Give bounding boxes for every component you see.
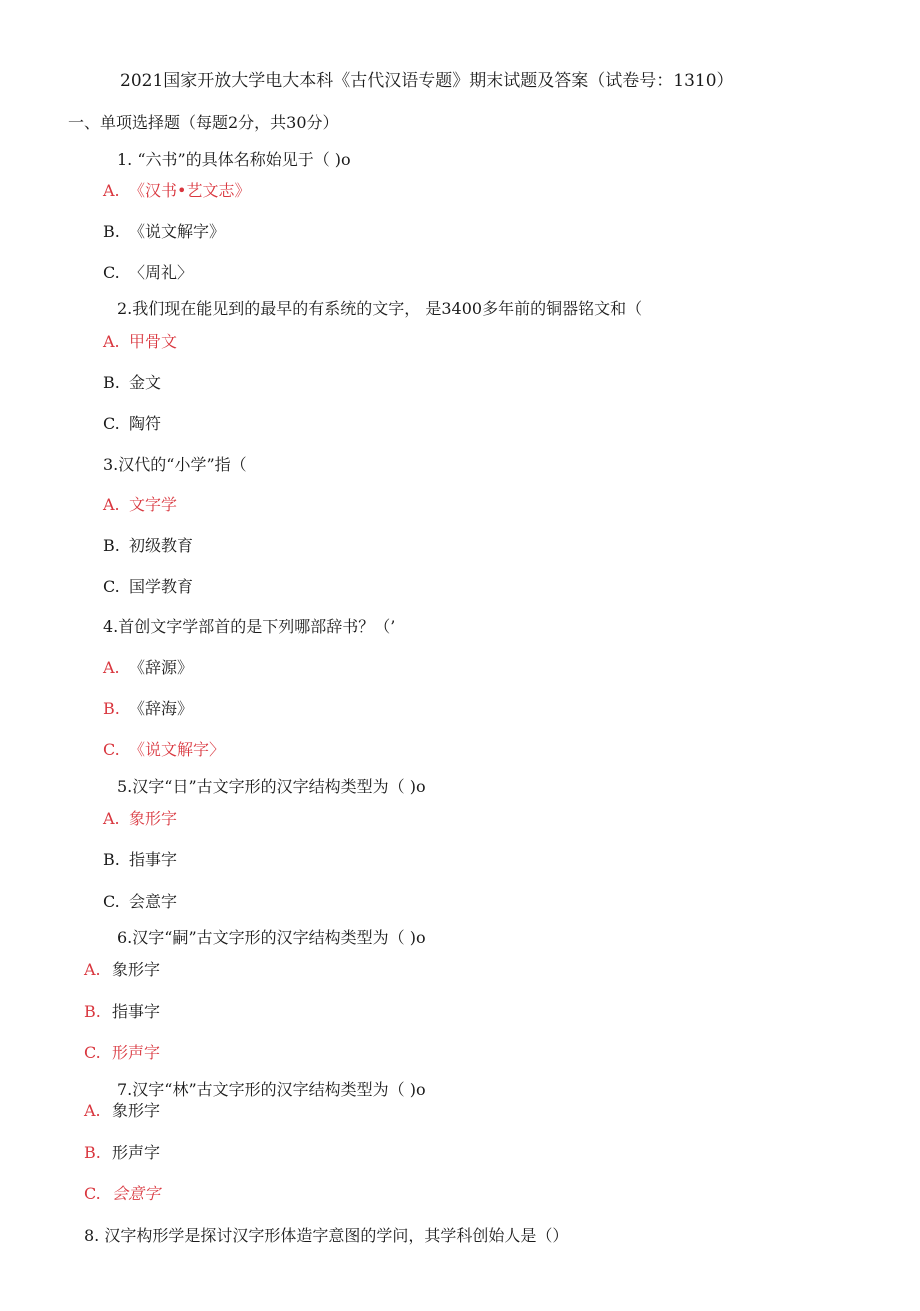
option-letter: A. [84,960,101,979]
question-1-option-c [103,263,193,283]
option-letter: B. [103,222,120,241]
question-7-option-a [84,1101,160,1121]
question-5-option-c [103,892,177,912]
option-text: 〈周礼〉 [129,263,194,282]
question-7-option-b [84,1143,160,1163]
question-2-option-a [103,332,177,352]
option-letter: C. [103,414,120,433]
question-2-option-b [103,373,161,393]
option-text: 金文 [129,373,162,392]
option-text: 会意字 [129,892,178,911]
option-text: 国学教育 [129,577,194,596]
section-heading: 一、单项选择题（每题2分，共30分） [68,113,339,132]
option-text: 《说文解字〉 [129,740,226,759]
option-text: 陶符 [129,414,162,433]
option-text: 象形字 [112,1101,161,1120]
option-letter: B. [84,1002,101,1021]
option-text: 会意字 [112,1184,161,1203]
option-text: 象形字 [129,809,178,828]
option-letter: C. [84,1184,101,1203]
option-text: 文字学 [129,495,178,514]
question-2-stem: 2.我们现在能见到的最早的有系统的文字， 是3400多年前的铜器铭文和（ [117,299,643,318]
question-7-option-c [84,1184,160,1204]
question-4-option-c [103,740,225,760]
question-3-option-b [103,536,193,556]
option-letter: B. [103,373,120,392]
question-4-option-b [103,699,193,719]
option-text: 《辞海》 [129,699,194,718]
question-4-stem: 4.首创文字学部首的是下列哪部辞书？（’ [103,617,396,636]
option-letter: C. [103,263,120,282]
option-text: 形声字 [112,1143,161,1162]
question-6-option-c [84,1043,160,1063]
option-text: 甲骨文 [129,332,178,351]
question-6-stem: 6.汉字“嗣”古文字形的汉字结构类型为（ )o [117,928,426,947]
option-letter: B. [84,1143,101,1162]
question-3-option-c [103,577,193,597]
question-6-option-b [84,1002,160,1022]
question-8-stem: 8. 汉字构形学是探讨汉字形体造字意图的学问，其学科创始人是（） [84,1226,569,1245]
option-text: 初级教育 [129,536,194,555]
question-5-option-a [103,809,177,829]
question-1-stem: 1. “六书”的具体名称始见于（ )o [117,150,351,169]
option-text: 象形字 [112,960,161,979]
option-text: 《汉书•艺文志》 [129,181,251,200]
option-letter: C. [103,892,120,911]
option-letter: A. [103,658,120,677]
option-letter: C. [84,1043,101,1062]
option-letter: A. [103,495,120,514]
question-5-stem: 5.汉字“日”古文字形的汉字结构类型为（ )o [117,777,426,796]
option-letter: A. [84,1101,101,1120]
question-1-option-b [103,222,225,242]
question-2-option-c [103,414,161,434]
question-4-option-a [103,658,193,678]
option-text: 形声字 [112,1043,161,1062]
option-letter: A. [103,809,120,828]
option-letter: C. [103,577,120,596]
option-letter: B. [103,536,120,555]
option-letter: A. [103,332,120,351]
question-1-option-a [103,181,250,201]
option-text: 《辞源》 [129,658,194,677]
question-7-stem: 7.汉字“林”古文字形的汉字结构类型为（ )o [117,1080,426,1099]
option-text: 《说文解字》 [129,222,226,241]
option-text: 指事字 [129,850,178,869]
option-letter: B. [103,850,120,869]
question-5-option-b [103,850,177,870]
option-letter: A. [103,181,120,200]
question-3-option-a [103,495,177,515]
option-letter: C. [103,740,120,759]
question-6-option-a [84,960,160,980]
document-title: 2021国家开放大学电大本科《古代汉语专题》期末试题及答案（试卷号：1310） [120,71,734,91]
option-text: 指事字 [112,1002,161,1021]
question-3-stem: 3.汉代的“小学”指（ [103,455,247,474]
option-letter: B. [103,699,120,718]
